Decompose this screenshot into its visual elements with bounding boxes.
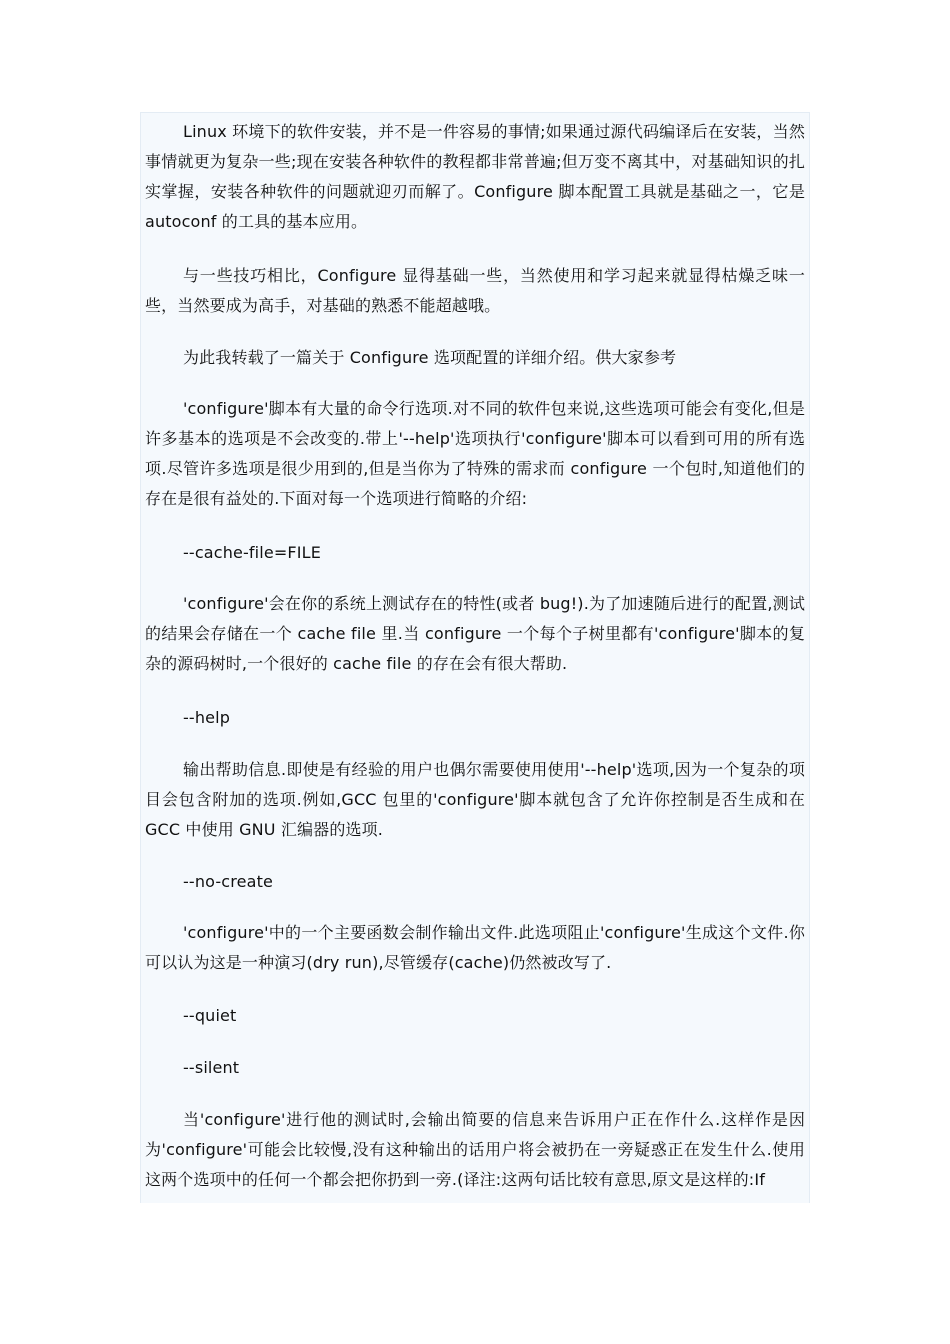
option-help-heading: --help — [183, 708, 231, 727]
no-create-description: 'configure'中的一个主要函数会制作输出文件.此选项阻止'configure'生成这个文件.你可以认为这是一种演习(dry run),尽管缓存(cache)仍然被改写了. — [145, 923, 805, 972]
option-quiet-heading: --quiet — [183, 1006, 237, 1025]
reference-note-paragraph: 为此我转载了一篇关于 Configure 选项配置的详细介绍。供大家参考 — [183, 348, 677, 367]
intro-paragraph: Linux 环境下的软件安装，并不是一件容易的事情;如果通过源代码编译后在安装，当然事情就更为复杂一些;现在安装各种软件的教程都非常普遍;但万变不离其中，对基础知识的扎实掌握，安装各种软件的问题就迎刃而解了。Configure 脚本配置工具就是基础之一，它是 autoconf 的工具的基本应用。 — [145, 122, 805, 231]
option-silent-heading: --silent — [183, 1058, 240, 1077]
options-overview-paragraph: 'configure'脚本有大量的命令行选项.对不同的软件包来说,这些选项可能会有变化,但是许多基本的选项是不会改变的.带上'--help'选项执行'configure'脚本可以看到可用的所有选项.尽管许多选项是很少用到的,但是当你为了特殊的需求而 configure 一个包时,知道他们的存在是很有益处的.下面对每一个选项进行简略的介绍: — [145, 399, 805, 508]
article-body — [140, 112, 810, 1203]
option-no-create-heading: --no-create — [183, 872, 273, 891]
help-description: 输出帮助信息.即使是有经验的用户也偶尔需要使用使用'--help'选项,因为一个复杂的项目会包含附加的选项.例如,GCC 包里的'configure'脚本就包含了允许你控制是否生成和在 GCC 中使用 GNU 汇编器的选项. — [145, 760, 805, 839]
cache-file-description: 'configure'会在你的系统上测试存在的特性(或者 bug!).为了加速随后进行的配置,测试的结果会存储在一个 cache file 里.当 configure 一个每个子树里都有'configure'脚本的复杂的源码树时,一个很好的 cache file 的存在会有很大帮助. — [145, 594, 805, 673]
quiet-silent-description: 当'configure'进行他的测试时,会输出简要的信息来告诉用户正在作什么.这样作是因为'configure'可能会比较慢,没有这种输出的话用户将会被扔在一旁疑惑正在发生什么.使用这两个选项中的任何一个都会把你扔到一旁.(译注:这两句话比较有意思,原文是这样的:If — [145, 1110, 805, 1189]
basics-paragraph: 与一些技巧相比，Configure 显得基础一些，当然使用和学习起来就显得枯燥乏味一些，当然要成为高手，对基础的熟悉不能超越哦。 — [145, 266, 805, 315]
option-cache-file-heading: --cache-file=FILE — [183, 543, 321, 562]
